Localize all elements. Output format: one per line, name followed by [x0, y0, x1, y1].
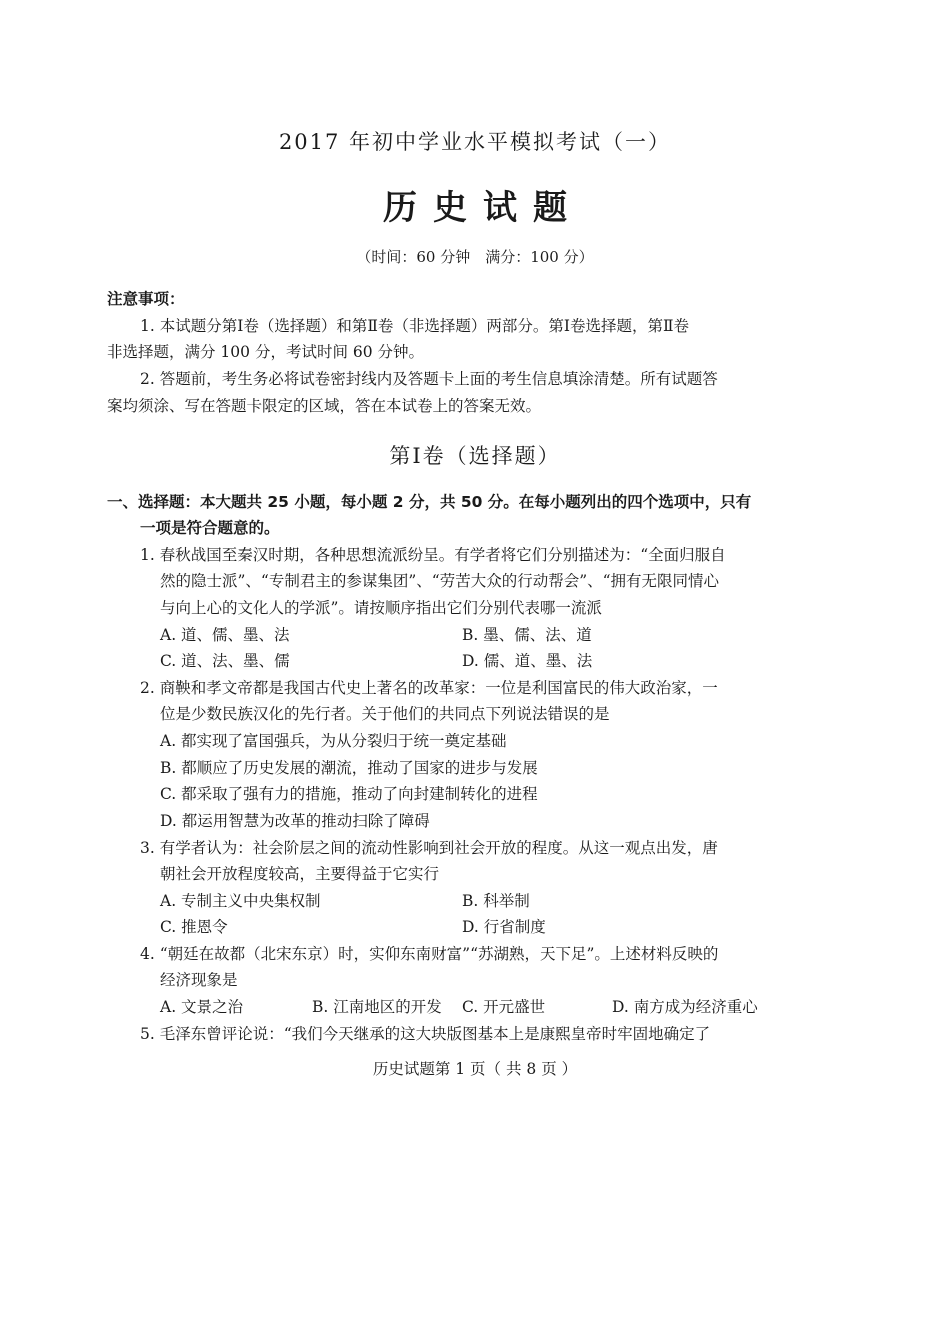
notice-item-1-line-2: 非选择题，满分 100 分，考试时间 60 分钟。 [107, 343, 425, 361]
question-2-option-c: C. 都采取了强有力的措施，推动了向封建制转化的进程 [160, 785, 538, 803]
question-4-line-2: 经济现象是 [160, 971, 238, 989]
question-1-option-d: D. 儒、道、墨、法 [462, 652, 593, 670]
question-2-option-a: A. 都实现了富国强兵，为从分裂归于统一奠定基础 [160, 732, 507, 750]
page-footer: 历史试题第 1 页（ 共 8 页 ） [372, 1060, 578, 1078]
question-1-option-a: A. 道、儒、墨、法 [160, 626, 290, 644]
question-1-line-1: 1. 春秋战国至秦汉时期，各种思想流派纷呈。有学者将它们分别描述为：“全面归服自 [140, 546, 726, 564]
notice-item-2-line-1: 2. 答题前，考生务必将试卷密封线内及答题卡上面的考生信息填涂清楚。所有试题答 [140, 370, 718, 388]
question-4-option-c: C. 开元盛世 [462, 998, 546, 1016]
section-heading: 第Ⅰ卷（选择题） [389, 444, 561, 468]
notice-item-1-line-1: 1. 本试题分第Ⅰ卷（选择题）和第Ⅱ卷（非选择题）两部分。第Ⅰ卷选择题，第Ⅱ卷 [140, 317, 690, 335]
exam-title: 2017 年初中学业水平模拟考试（一） [278, 130, 672, 154]
question-3-option-c: C. 推恩令 [160, 918, 228, 936]
section-instruction-line-1: 一、选择题：本大题共 25 小题，每小题 2 分，共 50 分。在每小题列出的四个选项中，只有 [107, 493, 752, 511]
question-3-line-2: 朝社会开放程度较高，主要得益于它实行 [160, 865, 440, 883]
question-3-option-a: A. 专制主义中央集权制 [160, 892, 321, 910]
question-2-line-1: 2. 商鞅和孝文帝都是我国古代史上著名的改革家：一位是利国富民的伟大政治家，一 [140, 679, 718, 697]
question-2-option-d: D. 都运用智慧为改革的推动扫除了障碍 [160, 812, 430, 830]
question-2-option-b: B. 都顺应了历史发展的潮流，推动了国家的进步与发展 [160, 759, 538, 777]
notice-item-2-line-2: 案均须涂、写在答题卡限定的区域，答在本试卷上的答案无效。 [107, 397, 542, 415]
time-info: （时间：60 分钟 满分：100 分） [356, 248, 594, 266]
question-1-option-b: B. 墨、儒、法、道 [462, 626, 592, 644]
question-3-option-d: D. 行省制度 [462, 918, 546, 936]
question-4-option-b: B. 江南地区的开发 [312, 998, 442, 1016]
question-4-option-a: A. 文景之治 [160, 998, 244, 1016]
question-4-line-1: 4. “朝廷在故都（北宋东京）时，实仰东南财富”“苏湖熟，天下足”。上述材料反映的 [140, 945, 719, 963]
question-2-line-2: 位是少数民族汉化的先行者。关于他们的共同点下列说法错误的是 [160, 705, 610, 723]
question-1-line-2: 然的隐士派”、“专制君主的参谋集团”、“劳苦大众的行动帮会”、“拥有无限同情心 [160, 572, 720, 590]
question-3-option-b: B. 科举制 [462, 892, 530, 910]
question-3-line-1: 3. 有学者认为：社会阶层之间的流动性影响到社会开放的程度。从这一观点出发，唐 [140, 839, 718, 857]
notice-heading: 注意事项： [107, 290, 185, 308]
question-4-option-d: D. 南方成为经济重心 [612, 998, 758, 1016]
question-1-line-3: 与向上心的文化人的学派”。请按顺序指出它们分别代表哪一流派 [160, 599, 602, 617]
question-1-option-c: C. 道、法、墨、儒 [160, 652, 290, 670]
subject-title: 历史试题 [383, 188, 583, 228]
section-instruction-line-2: 一项是符合题意的。 [140, 519, 280, 537]
question-5-line-1: 5. 毛泽东曾评论说：“我们今天继承的这大块版图基本上是康熙皇帝时牢固地确定了 [140, 1025, 711, 1043]
